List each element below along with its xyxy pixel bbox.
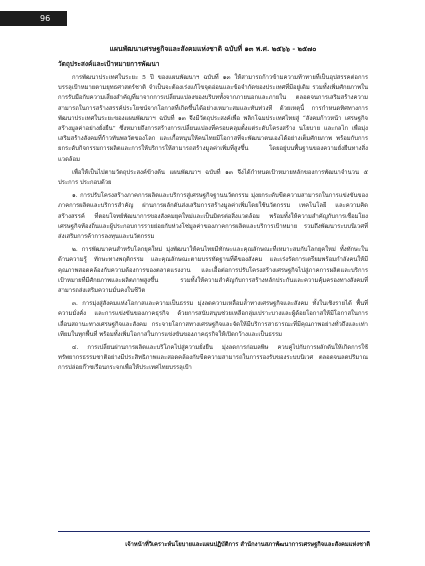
paragraph-goal-4: ๔. การเปลี่ยนผ่านการผลิตและบริโภคไปสู่ความยั่งยืน มุ่งลดการก่อมลพิษ ควบคู่ไปกับการผลักดันให้เกิดการใช้ทรัพยากรธรรมชาติอย่างมีประสิทธิภาพและสอดคล้องกับขีดความสามารถในการรองรับของระบบนิเวศ ตลอดจนลดปริมาณการปล่อยก๊าซเรือนกระจกเพื่อให้ประเทศไทยบรรลุเป้า bbox=[58, 345, 368, 372]
paragraph-goal-1: ๑. การปรับโครงสร้างภาคการผลิตและบริการสู่เศรษฐกิจฐานนวัตกรรม มุ่งยกระดับขีดความสามารถในการแข่งขันของภาคการผลิตและบริการสำคัญ ผ่านการผลักดันส่งเสริมการสร้างมูลค่าเพิ่มโดยใช้นวัตกรรม เทคโนโลยี และความคิดสร้างสรรค์ ที่ตอบโจทย์พัฒนาการของสังคมยุคใหม่และเป็นมิตรต่อสิ่งแวดล้อม พร้อมทั้งให้ความสำคัญกับการเชื่อมโยงเศรษฐกิจท้องถิ่นและผู้ประกอบการรายย่อยกับห่วงโซ่มูลค่าของภาคการผลิตและบริการเป้าหมาย รวมถึงพัฒนาระบบนิเวศที่ส่งเสริมการค้าการลงทุนและนวัตกรรม bbox=[58, 193, 368, 241]
footer-divider bbox=[58, 531, 370, 532]
paragraph-intro: การพัฒนาประเทศในระยะ 5 ปี ของแผนพัฒนาฯ ฉบับที่ ๑๓ ให้สามารถก้าวข้ามความท้าทายที่เป็นอุปสรรคต่อการบรรลุเป้าหมายตามยุทธศาสตร์ชาติ จำเป็นจะต้องเร่งแก้ไขจุดอ่อนและข้อจำกัดของประเทศที่มีอยู่เดิม รวมทั้งเพิ่มศักยภาพในการรับมือกับความเสี่ยงสำคัญที่มาจากการเปลี่ยนแปลงของบริบททั้งจากภายนอกและภายใน ตลอดจนการเสริมสร้างความสามารถในการสร้างสรรค์ประโยชน์จากโอกาสที่เกิดขึ้นได้อย่างเหมาะสมและทันท่วงที ด้วยเหตุนี้ การกำหนดทิศทางการพัฒนาประเทศในระยะของแผนพัฒนาฯ ฉบับที่ ๑๓ จึงมีวัตถุประสงค์เพื่อ พลิกโฉมประเทศไทยสู่ “สังคมก้าวหน้า เศรษฐกิจสร้างมูลค่าอย่างยั่งยืน” ซึ่งหมายถึงการสร้างการเปลี่ยนแปลงที่ครอบคลุมตั้งแต่ระดับโครงสร้าง นโยบาย และกลไก เพื่อมุ่งเสริมสร้างสังคมที่ก้าวทันพลวัตของโลก และเกื้อหนุนให้คนไทยมีโอกาสที่จะพัฒนาตนเองได้อย่างเต็มศักยภาพ พร้อมกับการยกระดับกิจกรรมการผลิตและการให้บริการให้สามารถสร้างมูลค่าเพิ่มที่สูงขึ้น โดยอยู่บนพื้นฐานของความยั่งยืนทางสิ่งแวดล้อม bbox=[58, 75, 368, 163]
footer-text: เจ้าหน้าที่วิเคราะห์นโยบายและแผนปฏิบัติการ สำนักงานสภาพัฒนาการเศรษฐกิจและสังคมแห่งชาติ bbox=[125, 542, 370, 548]
section-heading: วัตถุประสงค์และเป้าหมายการพัฒนา bbox=[58, 60, 160, 68]
paragraph-goal-3: ๓. การมุ่งสู่สังคมแห่งโอกาสและความเป็นธรรม มุ่งลดความเหลื่อมล้ำทางเศรษฐกิจและสังคม ทั้งในเชิงรายได้ พื้นที่ ความมั่งคั่ง และการแข่งขันของภาคธุรกิจ ด้วยการสนับสนุนช่วยเหลือกลุ่มเปราะบางและผู้ด้อยโอกาสให้มีโอกาสในการเลื่อนสถานะทางเศรษฐกิจและสังคม กระจายโอกาสทางเศรษฐกิจและจัดให้มีบริการสาธารณะที่มีคุณภาพอย่างทั่วถึงและเท่าเทียมในทุกพื้นที่ พร้อมทั้งเพิ่มโอกาสในการแข่งขันของภาคธุรกิจให้เปิดกว้างและเป็นธรรม bbox=[58, 301, 368, 338]
body-text bbox=[58, 73, 368, 377]
paragraph-goals-lead: เพื่อให้เป็นไปตามวัตถุประสงค์ข้างต้น แผนพัฒนาฯ ฉบับที่ ๑๓ จึงได้กำหนดเป้าหมายหลักของการพัฒนาจำนวน ๕ ประการ ประกอบด้วย bbox=[58, 169, 368, 187]
paragraph-goal-2: ๒. การพัฒนาคนสำหรับโลกยุคใหม่ มุ่งพัฒนาให้คนไทยมีทักษะและคุณลักษณะที่เหมาะสมกับโลกยุคใหม่ ทั้งทักษะในด้านความรู้ ทักษะทางพฤติกรรม และคุณลักษณะตามบรรทัดฐานที่ดีของสังคม และเร่งรัดการเตรียมพร้อมกำลังคนให้มีคุณภาพสอดคล้องกับความต้องการของตลาดแรงงาน และเอื้อต่อการปรับโครงสร้างเศรษฐกิจไปสู่ภาคการผลิตและบริการเป้าหมายที่มีศักยภาพและผลิตภาพสูงขึ้น รวมทั้งให้ความสำคัญกับการสร้างหลักประกันและความคุ้มครองทางสังคมที่สามารถส่งเสริมความมั่นคงในชีวิต bbox=[58, 247, 368, 295]
document-title: แผนพัฒนาเศรษฐกิจและสังคมแห่งชาติ ฉบับที่ ๑๓ พ.ศ. ๒๕๖๖ - ๒๕๗๐ bbox=[109, 45, 317, 53]
page-number: 96 bbox=[0, 11, 67, 26]
